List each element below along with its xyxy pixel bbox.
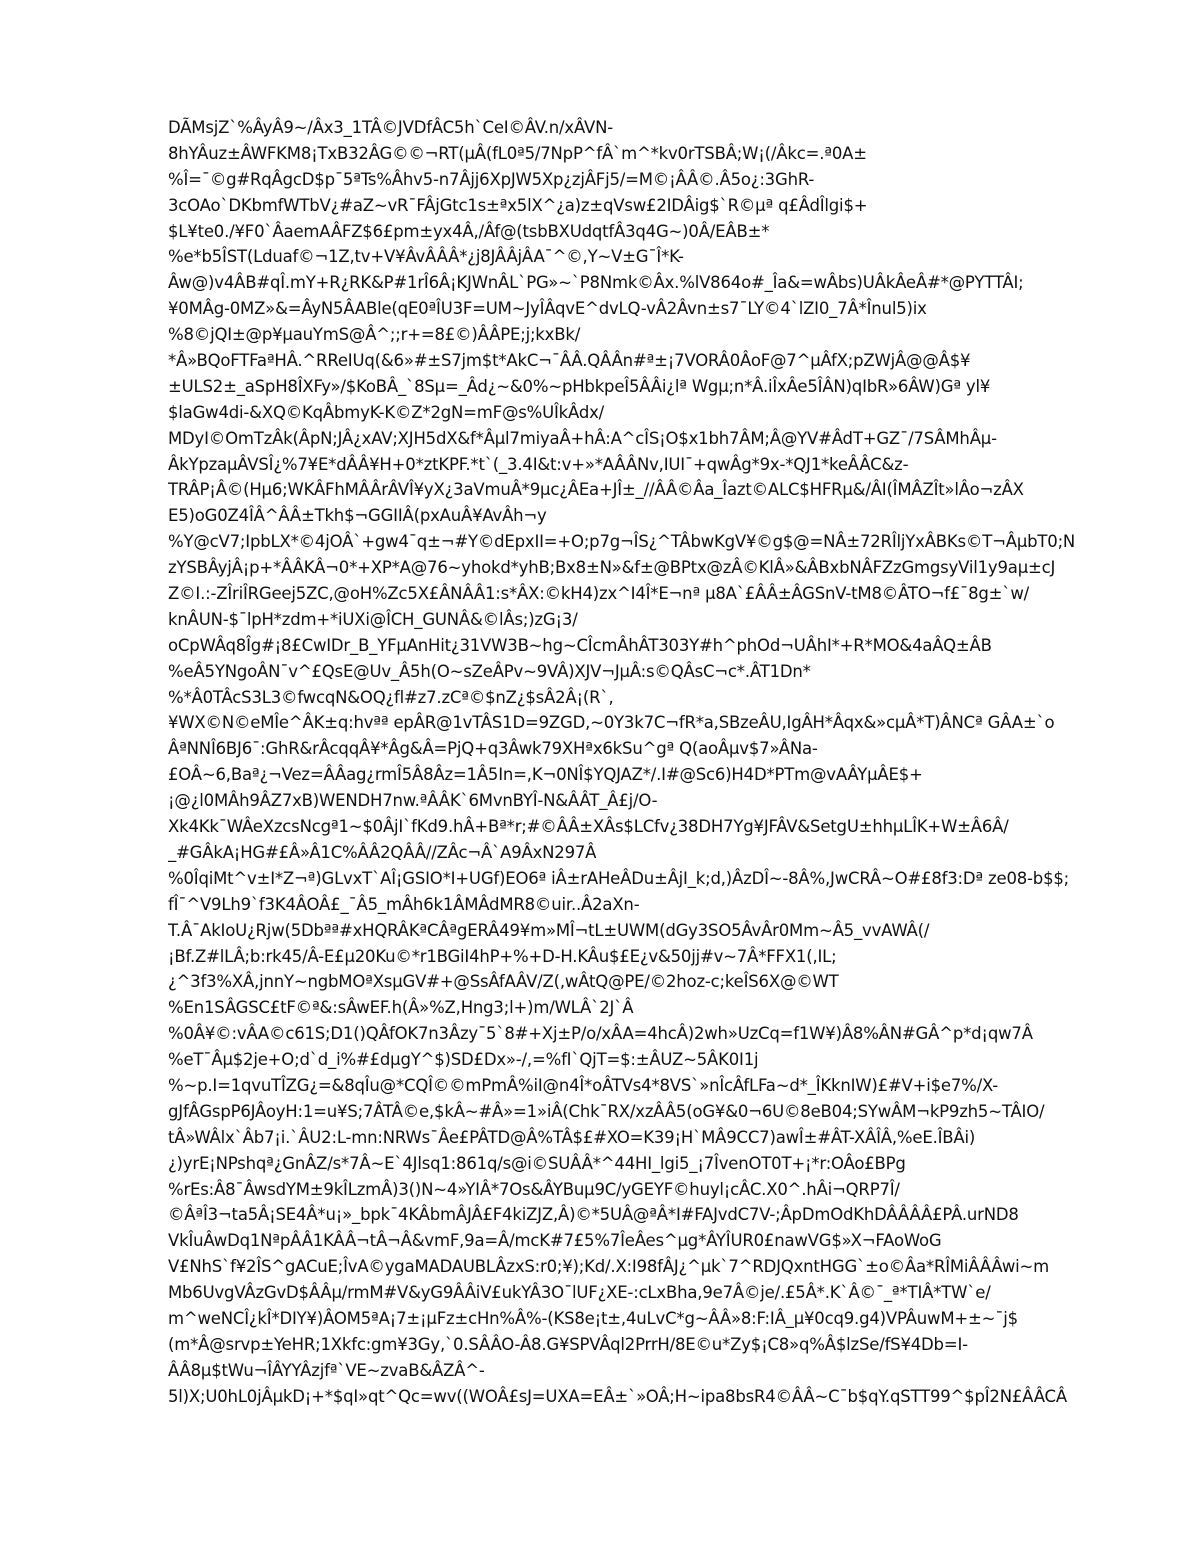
text-line: ¡Bf.Z#lLÂ;b:rk45/Â-E£µ20Ku©*r1BGiI4hP+%+D-H.KÂu$£E¿v&50jj#v~7Â*FFX1(,IL;	[168, 946, 837, 966]
text-line: %En1SÂGSC£tF©ª&:sÂwEF.h(Â»%Z,Hng3;l+)m/WLÂ`2J`Â	[168, 998, 634, 1018]
text-line: (m*Â@srvp±YeHR;1Xkfc:gm¥3Gy,`0.SÂÂO-Â8.G¥SPVÂql2PrrH/8E©u*Zy$¡C8»q%Â$lzSe/fS¥4Db=I-	[168, 1334, 968, 1354]
text-line: oCpWÂq8Îg#¡8£CwIDr_B_YFµAnHit¿31VW3B~hg~CÎcmÂhÂT303Y#h^phOd¬UÂhI*+R*MO&4aÂQ±ÂB	[168, 635, 992, 655]
text-line: %eT¯Âµ$2je+O;d`d_i%#£dµgY^$)SD£Dx»-/,=%fI`QjT=$:±ÂUZ~5ÂK0I1j	[168, 1050, 759, 1070]
text-line: Âw@)v4ÂB#qÎ.mY+R¿RK&P#1rÎ6Â¡KJWnÂL`PG»~`P8Nmk©Âx.%lV864o#_Îa&=wÂbs)UÂkÂeÂ#*@PYTTÂI;	[168, 273, 1024, 293]
text-line: 5l)X;U0hL0jÂµkD¡+*$qI»qt^Qc=wv((WOÂ£sJ=UXA=EÂ±`»OÂ;H~ipa8bsR4©ÂÂ~C¯b$qY.qSTT99^$pÎ2N£ÂÂCÂ	[168, 1386, 1067, 1406]
text-line: ©ÂªÎ3¬ta5Â¡SE4Â*u¡»_bpk¯4KÂbmÂJÂ£F4kiZJZ,Â)©*5UÂ@ªÂ*I#FAJvdC7V-;ÂpDmOdKhDÂÂÂÂ£PÂ.urND8	[168, 1205, 1019, 1225]
text-line: £OÂ~6,Baª¿¬Vez=ÂÂag¿rmÎ5Â8Âz=1Â5In=,K¬0NÎ$YQJAZ*/.I#@Sc6)H4D*PTm@vAÂYµÂE$+	[168, 765, 923, 785]
text-line: ÂkYpzaµÂVSÎ¿%7¥E*dÂÂ¥H+0*ztKPF.*t`(_3.4I&t:v+»*AÂÂNv,IUI¯+qwÂg*9x-*QJ1*keÂÂC&z-	[168, 454, 909, 474]
text-line: fÎ¯^V9Lh9`f3K4ÂOÂ£_¯Â5_mÂh6k1ÂMÂdMR8©uir..Â2aXn-	[168, 894, 640, 914]
text-line: ¡@¿l0MÂh9ÂZ7xB)WENDH7nw.ªÂÂK`6MvnBYÎ-N&ÂÂT_Â£j/O-	[168, 791, 658, 811]
text-line: _#GÂkA¡HG#£Â»Â1C%ÂÂ2QÂÂ//ZÂc¬Â`A9ÂxN297Â	[168, 842, 597, 862]
text-line: 3cOAo`DKbmfWTbV¿#aZ~vR¯FÂjGtc1s±ªx5lX^¿a)z±qVsw£2IDÂig$`R©µª q£ÂdÎlgi$+	[168, 195, 868, 215]
text-line: ¿)yrE¡NPshqª¿GnÂZ/s*7Â~E`4Jlsq1:861q/s@i©SUÂÂ*^44HI_lgi5_¡7ÎvenOT0T+¡*r:OÂo£BPg	[168, 1153, 906, 1173]
text-line: DÃMsjZ`%ÂyÂ9~/Âx3_1TÂ©JVDfÂC5h`CeI©ÂV.n/xÂVN-	[168, 118, 613, 137]
text-line: %0ÎqiMt^v±I*Z¬ª)GLvxT`AÎ¡GSIO*I+UGf)EO6ª iÂ±rAHeÂDu±ÂjI_k;d,)ÂzDÎ~-8Â%,JwCRÂ~O#£8f3:Dª ze08-b$$;	[168, 868, 1070, 888]
text-line: %e*b5ÎST(Lduaf©¬1Z,tv+V¥ÂvÂÂÂ*¿j8JÂÂjÂA¯^©,Y~V±G¯Î*K-	[168, 247, 684, 267]
text-line: MDyI©OmTzÂk(ÂpN;JÂ¿xAV;XJH5dX&f*Âµl7miyaÂ+hÂ:A^cÎS¡O$x1bh7ÂM;Â@YV#ÂdT+GZ¯/7SÂMhÂµ-	[168, 428, 997, 448]
text-line: %Î=¯©g#RqÂgcD$p¯5ªTs%Âhv5-n7Âjj6XpJW5Xp¿zjÂFj5/=M©¡ÂÂ©.Â5o¿:3GhR-	[168, 169, 815, 189]
text-line: E5)oG0Z4ÎÂ^ÂÂ±Tkh$¬GGIIÂ(pxAuÂ¥AvÂh¬y	[168, 506, 547, 526]
text-line: %Y@cV7;IpbLX*©4jOÂ`+gw4¯q±¬#Y©dEpxII=+O;p7g¬ÎS¿^TÂbwKgV¥©g$@=NÂ±72RÎljYxÂBKs©T¬ÂµbT0;N	[168, 532, 1076, 552]
text-line: %~p.I=1qvuTÎZG¿=&8qÎu@*CQÎ©©mPmÂ%iI@n4Î*oÂTVs4*8VS`»nÎcÂfLFa~d*_ÎKknIW)£#V+i$e7%/X-	[168, 1075, 999, 1095]
text-line: m^weNCÎ¿kÎ*DIY¥)ÂOM5ªA¡7±¡µFz±cHn%Â%-(KS8e¡t±,4uLvC*g~ÂÂ»8:F:IÂ_µ¥0cq9.g4)VPÂuwM+±~¯j$	[168, 1308, 1018, 1328]
text-line: %rEs:Â8¯ÂwsdYM±9kÎLzmÂ)3()N~4»YIÂ*7Os&ÂYBuµ9C/yGEYF©huyl¡cÂC.X0^.hÂi¬QRP7Î/	[168, 1179, 900, 1199]
text-line: %eÂ5YNgoÂN¯v^£QsE@Uv_Â5h(O~sZeÂPv~9VÂ)XJV¬JµÂ:s©QÂsC¬c*.ÂT1Dn*	[168, 661, 811, 681]
text-line: *Â»BQoFTFaªHÂ.^RReIUq(&6»#±S7jm$t*AkC¬¯ÂÂ.QÂÂn#ª±¡7VORÂ0ÂoF@7^µÂfX;pZWjÂ@@Â$¥	[168, 351, 971, 371]
text-line: tÂ»WÂlx`Âb7¡i.`ÂU2:L-mn:NRWs¯Âe£PÂTD@Â%TÂ$£#XO=K39¡H`MÂ9CC7)awÎ±#ÂT-XÂÎÂ,%eE.ÎBÂi)	[168, 1127, 976, 1147]
text-line: Xk4Kk¯WÂeXzcsNcgª1~$0ÂjI`fKd9.hÂ+Bª*r;#©ÂÂ±XÂs$LCfv¿38DH7Yg¥JFÂV&SetgU±hhµLÎK+W±Â6Â/	[168, 817, 1009, 837]
text-line: gJfÂGspP6JÂoyH:1=u¥S;7ÂTÂ©e,$kÂ~#Â»=1»iÂ(Chk¯RX/xzÂÂ5(oG¥&0¬6U©8eB04;SYwÂM¬kP9zh5~TÂIO/	[168, 1101, 1045, 1121]
text-line: ¥0MÂg-0MZ»&=ÂyN5ÂABle(qE0ªÎU3F=UM~JyÎÂqvE^dvLQ-vÂ2Âvn±s7¯LY©4`lZI0_7Â*Înul5)ix	[168, 299, 927, 319]
text-line: Mb6UvgVÂzGvD$ÂÂµ/rmM#V&yG9ÂÂiV£ukYÂ3O¯lUF¿XE-:cLxBha,9e7Â©je/.£5Â*.K`Â©¯_ª*TIÂ*TW`e/	[168, 1283, 991, 1303]
text-line: 8hYÂuz±ÂWFKM8¡TxB32ÂG©©¬RT(µÂ(fL0ª5/7NpP^fÂ`m^*kv0rTSBÂ;W¡(/Âkc=.ª0A±	[168, 143, 867, 163]
text-line: %0Â¥©:vÂA©c61S;D1()QÂfOK7n3Âzy¯5`8#+Xj±P/o/xÂA=4hcÂ)2wh»UzCq=f1W¥)Â8%ÂN#GÂ^p*d¡qw7Â	[168, 1024, 1033, 1044]
text-line: zYSBÂyjÂ¡p+*ÂÂKÂ¬0*+XP*A@76~yhokd*yhB;Bx8±N»&f±@BPtx@zÂ©KlÂ»&ÂBxbNÂFZzGmgsyVil1y9aµ±cJ	[168, 558, 1056, 578]
text-line: $L¥te0./¥F0`ÂaemAÂFZ$6£pm±yx4Â,/Âf@(tsbBXUdqtfÂ3q4G~)0Â/EÂB±*	[168, 221, 770, 241]
text-line: TRÂP¡Â©(Hµ6;WKÂFhMÂÂrÂVÎ¥yX¿3aVmuÂ*9µc¿ÂEa+JÎ±_//ÂÂ©Âa_Îazt©ALC$HFRµ&/ÂI(ÎMÂZÎt»lÂo¬zÂX	[168, 480, 1024, 500]
text-line: V£NhS`f¥2ÎS^gACuE;ÎvA©ygaMADAUBLÂzxS:r0;¥);Kd/.X:I98fÂJ¿^µk`7^RDJQxntHGG`±o©Âa*RÎMiÂÂÂwi~m	[168, 1257, 1050, 1277]
text-line: VkÎuÂwDq1NªpÂÂ1KÂÂ¬tÂ¬Â&vmF,9a=Â/mcK#7£5%7ÎeÂes^µg*ÂYÎUR0£nawVG$»X¬FAoWoG	[168, 1231, 942, 1251]
text-line: ÂªNNÎ6BJ6¯:GhR&rÂcqqÂ¥*Âg&Â=PjQ+q3Âwk79XHªx6kSu^gª Q(aoÂµv$7»ÂNa-	[168, 739, 818, 759]
text-line: $laGw4di-&XQ©KqÂbmyK-K©Z*2gN=mF@s%UÎkÂdx/	[168, 402, 605, 422]
text-line: ¥WX©N©eMÎe^ÂK±q:hvªª epÂR@1vTÂS1D=9ZGD,~0Y3k7C¬fR*a,SBzeÂU,IgÂH*Âqx&»cµÂ*T)ÂNCª GÂA±`o	[168, 713, 1055, 733]
text-line: knÂUN-$¯lpH*zdm+*iUXi@ÎCH_GUNÂ&©lÂs;)zG¡3/	[168, 609, 578, 629]
text-line: ¿^3f3%XÂ,jnnY~ngbMOªXsµGV#+@SsÂfAÂV/Z(,wÂtQ@PE/©2hoz-c;keÎS6X@©WT	[168, 972, 839, 992]
garbled-text-block	[168, 115, 1128, 1410]
text-line: ÂÂ8µ$tWu¬ÎÂYYÂzjfª`VE~zvaB&ÂZÂ^-	[168, 1360, 485, 1380]
text-line: %*Â0TÂcS3L3©fwcqN&OQ¿fl#z7.zCª©$nZ¿$sÂ2Â¡(R`,	[168, 687, 614, 707]
text-line: Z©I.:-ZÎriÎRGeej5ZC,@oH%Zc5X£ÂNÂÂ1:s*ÂX:©kH4)zx^I4Î*E¬nª µ8A`£ÂÂ±ÂGSnV-tM8©ÂTO¬f£¯8g±`w/	[168, 584, 1030, 604]
text-line: ±ULS2±_aSpH8ÎXFy»/$KoBÂ_`8Sµ=_Âd¿~&0%~pHbkpeÎ5ÂÂi¿lª Wgµ;n*Â.iÎxÂe5ÎÂN)qIbR»6ÂW)Gª yl¥	[168, 376, 991, 396]
text-line: T.Â¯AkIoU¿Rjw(5Dbªª#xHQRÂKªCÂªgERÂ49¥m»MÎ¬tL±UWM(dGy3SO5ÂvÂr0Mm~Â5_vvAWÂ(/	[168, 920, 930, 940]
text-line: %8©jQI±@p¥µauYmS@Â^;;r+=8£©)ÂÂPE;j;kxBk/	[168, 325, 581, 345]
